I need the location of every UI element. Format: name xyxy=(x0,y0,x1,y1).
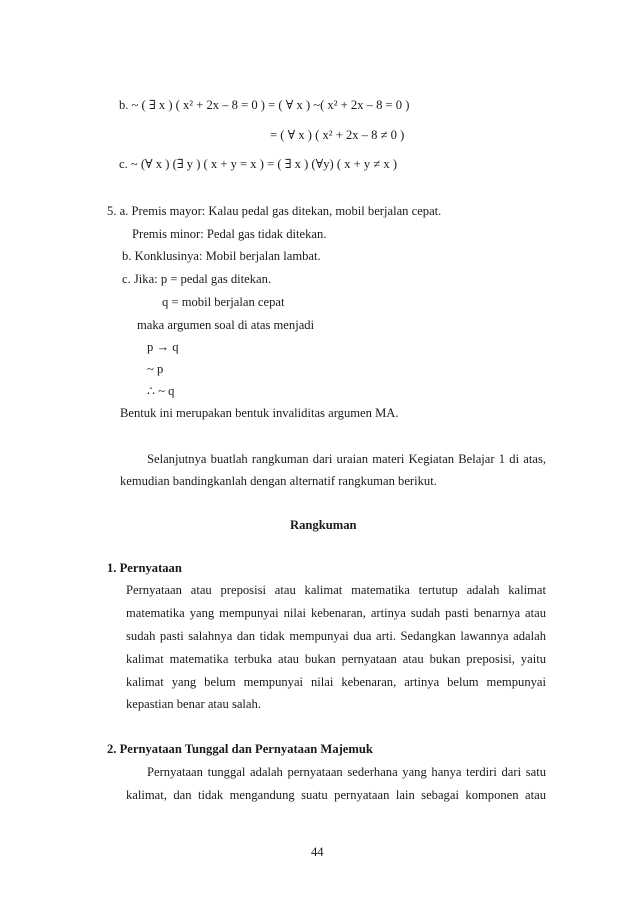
section-2-line-1: Pernyataan tunggal adalah pernyataan sederhana yang hanya terdiri dari satu xyxy=(147,765,546,779)
formula-premise-1: p → q xyxy=(147,340,179,354)
section-1-line: kalimat matematika terbuka atau bukan pernyataan atau bukan preposisi, yaitu xyxy=(126,652,546,666)
q5-q-definition: q = mobil berjalan cepat xyxy=(162,295,285,309)
math-line-b: b. ~ ( ∃ x ) ( x² + 2x – 8 = 0 ) = ( ∀ x ) ~( x² + 2x – 8 = 0 ) xyxy=(119,98,410,112)
q5-jika-p: c. Jika: p = pedal gas ditekan. xyxy=(122,272,272,286)
page-number: 44 xyxy=(311,845,324,859)
section-1-line: kalimat yang belum mempunyai nilai kebenaran, artinya belum mempunyai xyxy=(126,675,546,689)
section-1-line: sudah pasti salahnya dan tidak mempunyai dua arti. Sedangkan lawannya adalah xyxy=(126,629,546,643)
formula-conclusion: ∴ ~ q xyxy=(147,384,175,398)
section-1-line: Pernyataan atau preposisi atau kalimat matematika tertutup adalah kalimat xyxy=(126,583,546,597)
section-1-line: kepastian benar atau salah. xyxy=(126,697,261,711)
section-2-heading: 2. Pernyataan Tunggal dan Pernyataan Majemuk xyxy=(107,742,373,756)
math-line-b-continuation: = ( ∀ x ) ( x² + 2x – 8 ≠ 0 ) xyxy=(270,128,405,142)
math-line-c: c. ~ (∀ x ) (∃ y ) ( x + y = x ) = ( ∃ x ) (∀y) ( x + y ≠ x ) xyxy=(119,157,398,171)
q5-argumen-intro: maka argumen soal di atas menjadi xyxy=(137,318,315,332)
formula-premise-2: ~ p xyxy=(147,362,164,376)
section-1-line: matematika yang mempunyai nilai kebenaran, artinya sudah pasti benarnya atau xyxy=(126,606,546,620)
summary-title: Rangkuman xyxy=(290,518,357,532)
section-1-heading: 1. Pernyataan xyxy=(107,561,182,575)
q5-premis-mayor: 5. a. Premis mayor: Kalau pedal gas ditekan, mobil berjalan cepat. xyxy=(107,204,442,218)
q5-invaliditas-note: Bentuk ini merupakan bentuk invaliditas argumen MA. xyxy=(120,406,399,420)
instruction-line-2: kemudian bandingkanlah dengan alternatif rangkuman berikut. xyxy=(120,474,437,488)
section-2-line-2: kalimat, dan tidak mengandung suatu pernyataan lain sebagai komponen atau xyxy=(126,788,546,802)
instruction-line-1: Selanjutnya buatlah rangkuman dari uraian materi Kegiatan Belajar 1 di atas, xyxy=(147,452,546,466)
q5-premis-minor: Premis minor: Pedal gas tidak ditekan. xyxy=(132,227,327,241)
q5-konklusi: b. Konklusinya: Mobil berjalan lambat. xyxy=(122,249,321,263)
